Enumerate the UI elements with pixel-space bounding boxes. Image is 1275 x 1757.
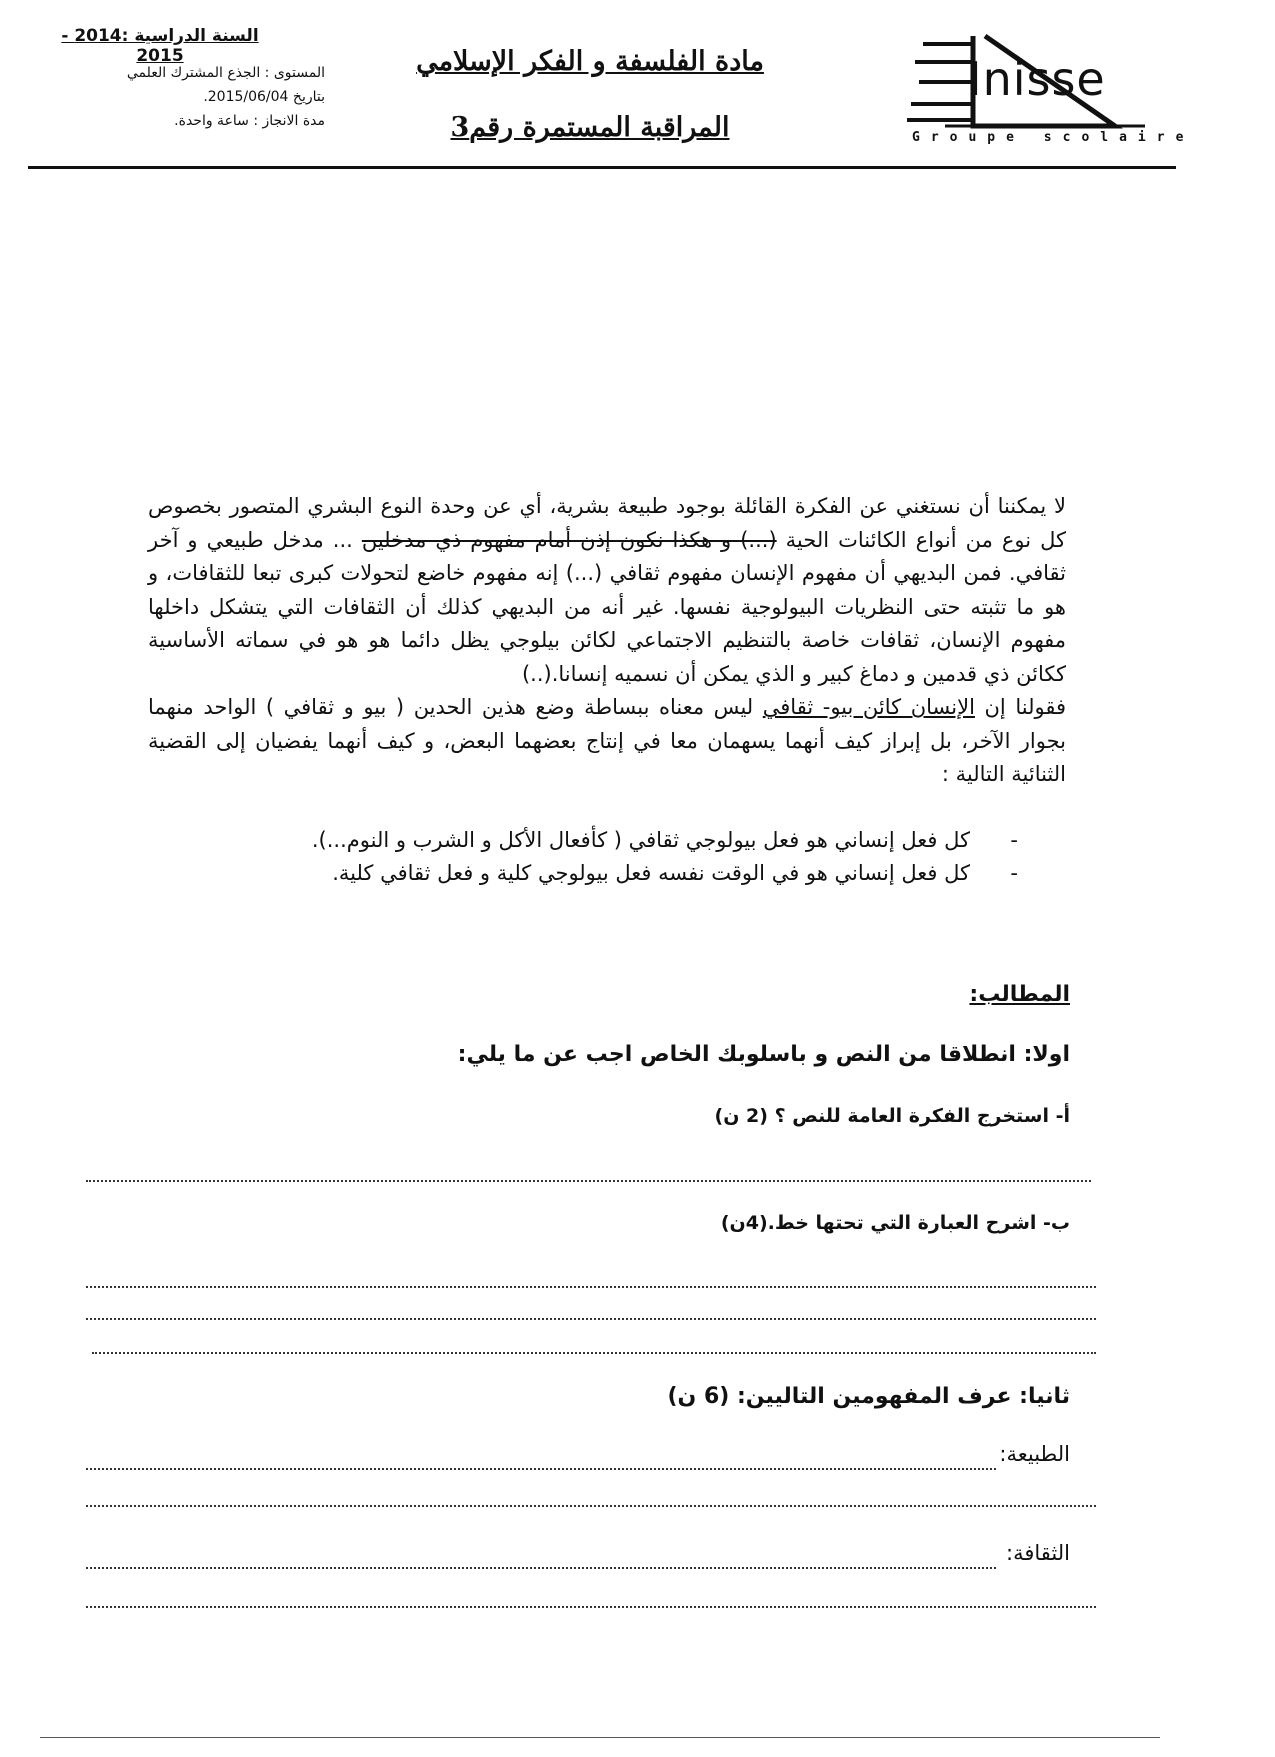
- part-two-heading: ثانيا: عرف المفهومين التاليين: (6 ن): [667, 1384, 1070, 1409]
- underlined-phrase: الإنسان كائن بيو- ثقافي: [762, 695, 975, 719]
- passage-text: ... مدخل طبيعي و آخر ثقافي. فمن البديهي أن مفهوم الإنسان مفهوم ثقافي (...) إنه مفهوم خاضع لتحولات كبرى تبعا للثقافات، و هو ما تثبته حتى النظريات البيولوجية نفسها. غير أنه من البديهي كذلك أن الثقافات التي يتشكل داخلها مفهوم الإنسان، ثقافات خاصة بالتنظيم الاجتماعي لكائن بيلوجي يظل دائما هو هو في سماته الأساسية ككائن ذي قدمين و دماغ كبير و الذي يمكن أن نسميه إنسانا.(..): [148, 527, 1066, 686]
- struck-text: (...) و هكذا نكون إذن أمام مفهوم ذي مدخلين: [361, 527, 777, 552]
- passage-text: ليس معناه ببساطة وضع هذين الحدين ( بيو و ثقافي ) الواحد منهما بجوار الآخر، بل إبراز كيف أنهما يسهمان معا في إنتاج بعضهما البعض، و كيف أنهما يفضيان إلى القضية الثنائية التالية :: [148, 695, 1066, 786]
- level-label: المستوى : الجذع المشترك العلمي: [126, 65, 325, 81]
- answer-line[interactable]: [92, 1352, 1096, 1354]
- passage-paragraph-1: [148, 490, 1066, 691]
- definition-nature-label: الطبيعة:: [999, 1442, 1070, 1466]
- answer-line[interactable]: [86, 1606, 1096, 1608]
- tasks-heading: المطالب:: [969, 982, 1070, 1007]
- passage-text: لا يمكننا أن نستغني عن الفكرة القائلة بوجود طبيعة بشرية، أي عن وحدة النوع البشري المتصور بخصوص كل نوع من أنواع الكائنات الحية: [148, 494, 1066, 552]
- answer-line[interactable]: [86, 1318, 1096, 1320]
- bullet-dash: -: [1010, 828, 1018, 852]
- answer-line[interactable]: [86, 1286, 1096, 1288]
- passage-paragraph-2: [148, 691, 1066, 792]
- answer-line[interactable]: [86, 1468, 996, 1470]
- header-divider: [28, 166, 1176, 169]
- list-item-text: كل فعل إنساني هو فعل بيولوجي ثقافي ( كأفعال الأكل و الشرب و النوم...).: [311, 828, 970, 852]
- footer-divider: [40, 1737, 1160, 1738]
- source-passage: [148, 490, 1066, 792]
- binary-thesis-list: [300, 824, 1018, 890]
- logo-tagline: Groupe scolaire: [912, 130, 1195, 145]
- question-a: أ- استخرج الفكرة العامة للنص ؟ (2 ن): [714, 1105, 1070, 1127]
- part-one-heading: اولا: انطلاقا من النص و باسلوبك الخاص اجب عن ما يلي:: [457, 1042, 1070, 1067]
- bullet-dash: -: [1010, 861, 1018, 885]
- passage-text: فقولنا إن: [974, 695, 1066, 719]
- list-item: [300, 824, 1018, 857]
- answer-line[interactable]: [86, 1505, 1096, 1507]
- exam-date: بتاريخ 2015/06/04.: [203, 89, 325, 105]
- question-b: ب- اشرح العبارة التي تحتها خط.(4ن): [720, 1212, 1070, 1234]
- exam-title: المراقبة المستمرة رقم3: [450, 112, 730, 143]
- exam-duration: مدة الانجاز : ساعة واحدة.: [174, 113, 325, 129]
- list-item: [300, 857, 1018, 890]
- logo-name: Inisse: [968, 52, 1106, 106]
- school-year: السنة الدراسية :2014 - 2015: [61, 26, 259, 66]
- definition-culture-label: الثقافة:: [1006, 1541, 1070, 1565]
- list-item-text: كل فعل إنساني هو في الوقت نفسه فعل بيولوجي كلية و فعل ثقافي كلية.: [332, 861, 970, 885]
- answer-line[interactable]: [86, 1180, 1091, 1182]
- answer-line[interactable]: [86, 1567, 996, 1569]
- subject-title: مادة الفلسفة و الفكر الإسلامي: [416, 46, 764, 77]
